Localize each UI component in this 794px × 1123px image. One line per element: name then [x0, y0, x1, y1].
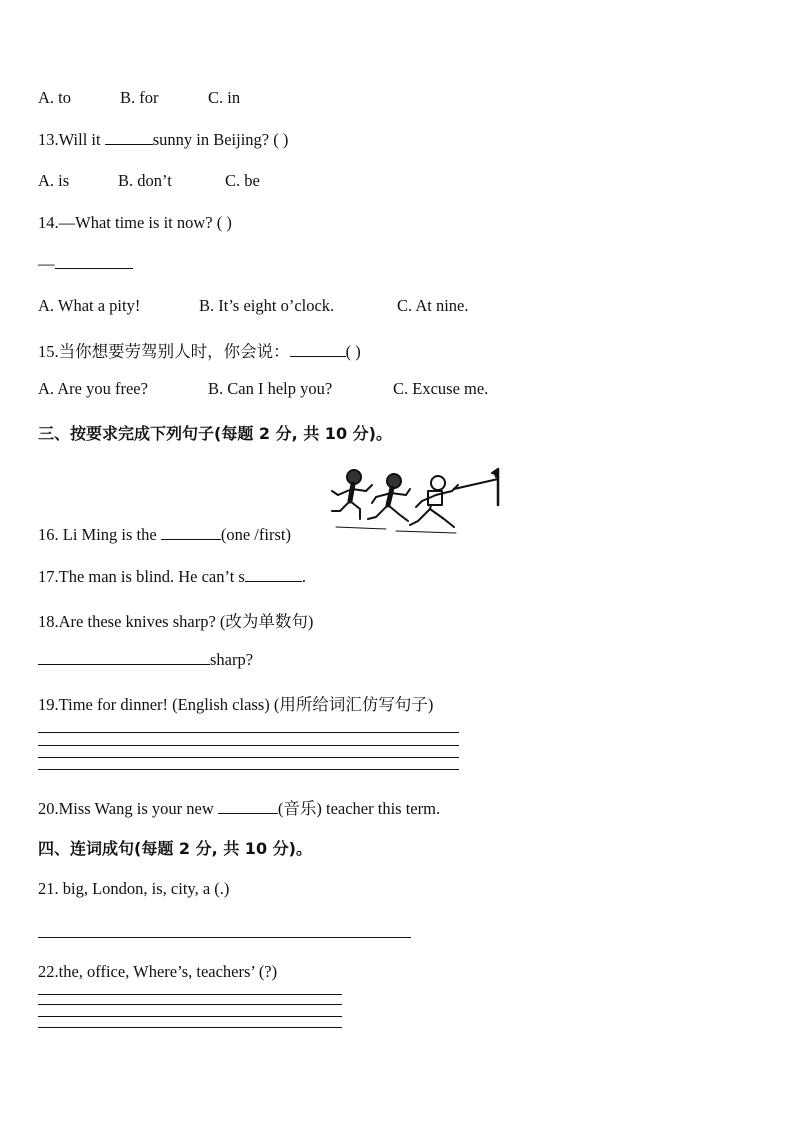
- q16-text-post: (one /first): [220, 525, 291, 544]
- q12-option-c: C. in: [208, 88, 241, 107]
- q20-blank[interactable]: [218, 812, 278, 814]
- q19-answer-rule[interactable]: [38, 732, 459, 733]
- q15-blank[interactable]: [290, 355, 346, 357]
- question-19: 19.Time for dinner! (English class) (用所给词汇仿写句子): [38, 695, 434, 714]
- q15-option-b: B. Can I help you?: [208, 379, 333, 398]
- q13-blank[interactable]: [105, 143, 153, 145]
- q20-text-pre: 20.Miss Wang is your new: [38, 799, 218, 818]
- question-21: 21. big, London, is, city, a (.): [38, 879, 230, 898]
- question-20: [38, 795, 440, 819]
- q15-text-pre: 15.当你想要劳驾别人时，你会说：: [38, 342, 290, 361]
- q22-answer-rule[interactable]: [38, 1016, 342, 1017]
- question-18: 18.Are these knives sharp? (改为单数句): [38, 612, 314, 631]
- question-17: [38, 567, 306, 587]
- q22-answer-rule[interactable]: [38, 1027, 342, 1028]
- q16-blank[interactable]: [161, 538, 221, 540]
- q15-text-post: ( ): [345, 342, 361, 361]
- q21-answer-rule[interactable]: [38, 937, 411, 938]
- q22-answer-rule[interactable]: [38, 994, 342, 995]
- q18-answer-line: [38, 650, 253, 670]
- question-16: [38, 525, 291, 545]
- q20-text-post: (音乐) teacher this term.: [277, 799, 441, 818]
- q12-option-b: B. for: [120, 88, 159, 107]
- q13-text-pre: 13.Will it: [38, 130, 105, 149]
- q14-answer-line: [38, 254, 133, 274]
- q15-option-a: A. Are you free?: [38, 379, 148, 398]
- q13-option-b: B. don’t: [118, 171, 172, 190]
- q12-option-a: A. to: [38, 88, 71, 107]
- q19-answer-rule[interactable]: [38, 745, 459, 746]
- q13-option-c: C. be: [225, 171, 260, 190]
- q19-answer-rule[interactable]: [38, 757, 459, 758]
- q16-text-pre: 16. Li Ming is the: [38, 525, 161, 544]
- q13-option-a: A. is: [38, 171, 70, 190]
- q14-option-b: B. It’s eight o’clock.: [199, 296, 335, 315]
- question-14: 14.—What time is it now? ( ): [38, 213, 232, 232]
- q14-option-c: C. At nine.: [397, 296, 469, 315]
- question-13: [38, 130, 288, 150]
- q22-answer-rule[interactable]: [38, 1004, 342, 1005]
- q17-blank[interactable]: [245, 580, 302, 582]
- q15-option-c: C. Excuse me.: [393, 379, 489, 398]
- q17-text-pre: 17.The man is blind. He can’t s: [38, 567, 245, 586]
- q19-answer-rule[interactable]: [38, 769, 459, 770]
- q13-text-post: sunny in Beijing? ( ): [152, 130, 289, 149]
- section-4-title: 四、连词成句(每题 2 分, 共 10 分)。: [38, 839, 312, 858]
- question-15: [38, 338, 361, 362]
- q18-answer-post: sharp?: [210, 650, 254, 669]
- section-3-title: 三、按要求完成下列句子(每题 2 分, 共 10 分)。: [38, 424, 392, 443]
- q14-option-a: A. What a pity!: [38, 296, 141, 315]
- q17-text-post: .: [301, 567, 306, 586]
- q14-blank[interactable]: [55, 267, 133, 269]
- running-race-illustration-icon: [326, 465, 504, 537]
- question-22: 22.the, office, Where’s, teachers’ (?): [38, 962, 278, 981]
- q14-dash: —: [38, 254, 55, 273]
- q18-blank[interactable]: [38, 663, 210, 665]
